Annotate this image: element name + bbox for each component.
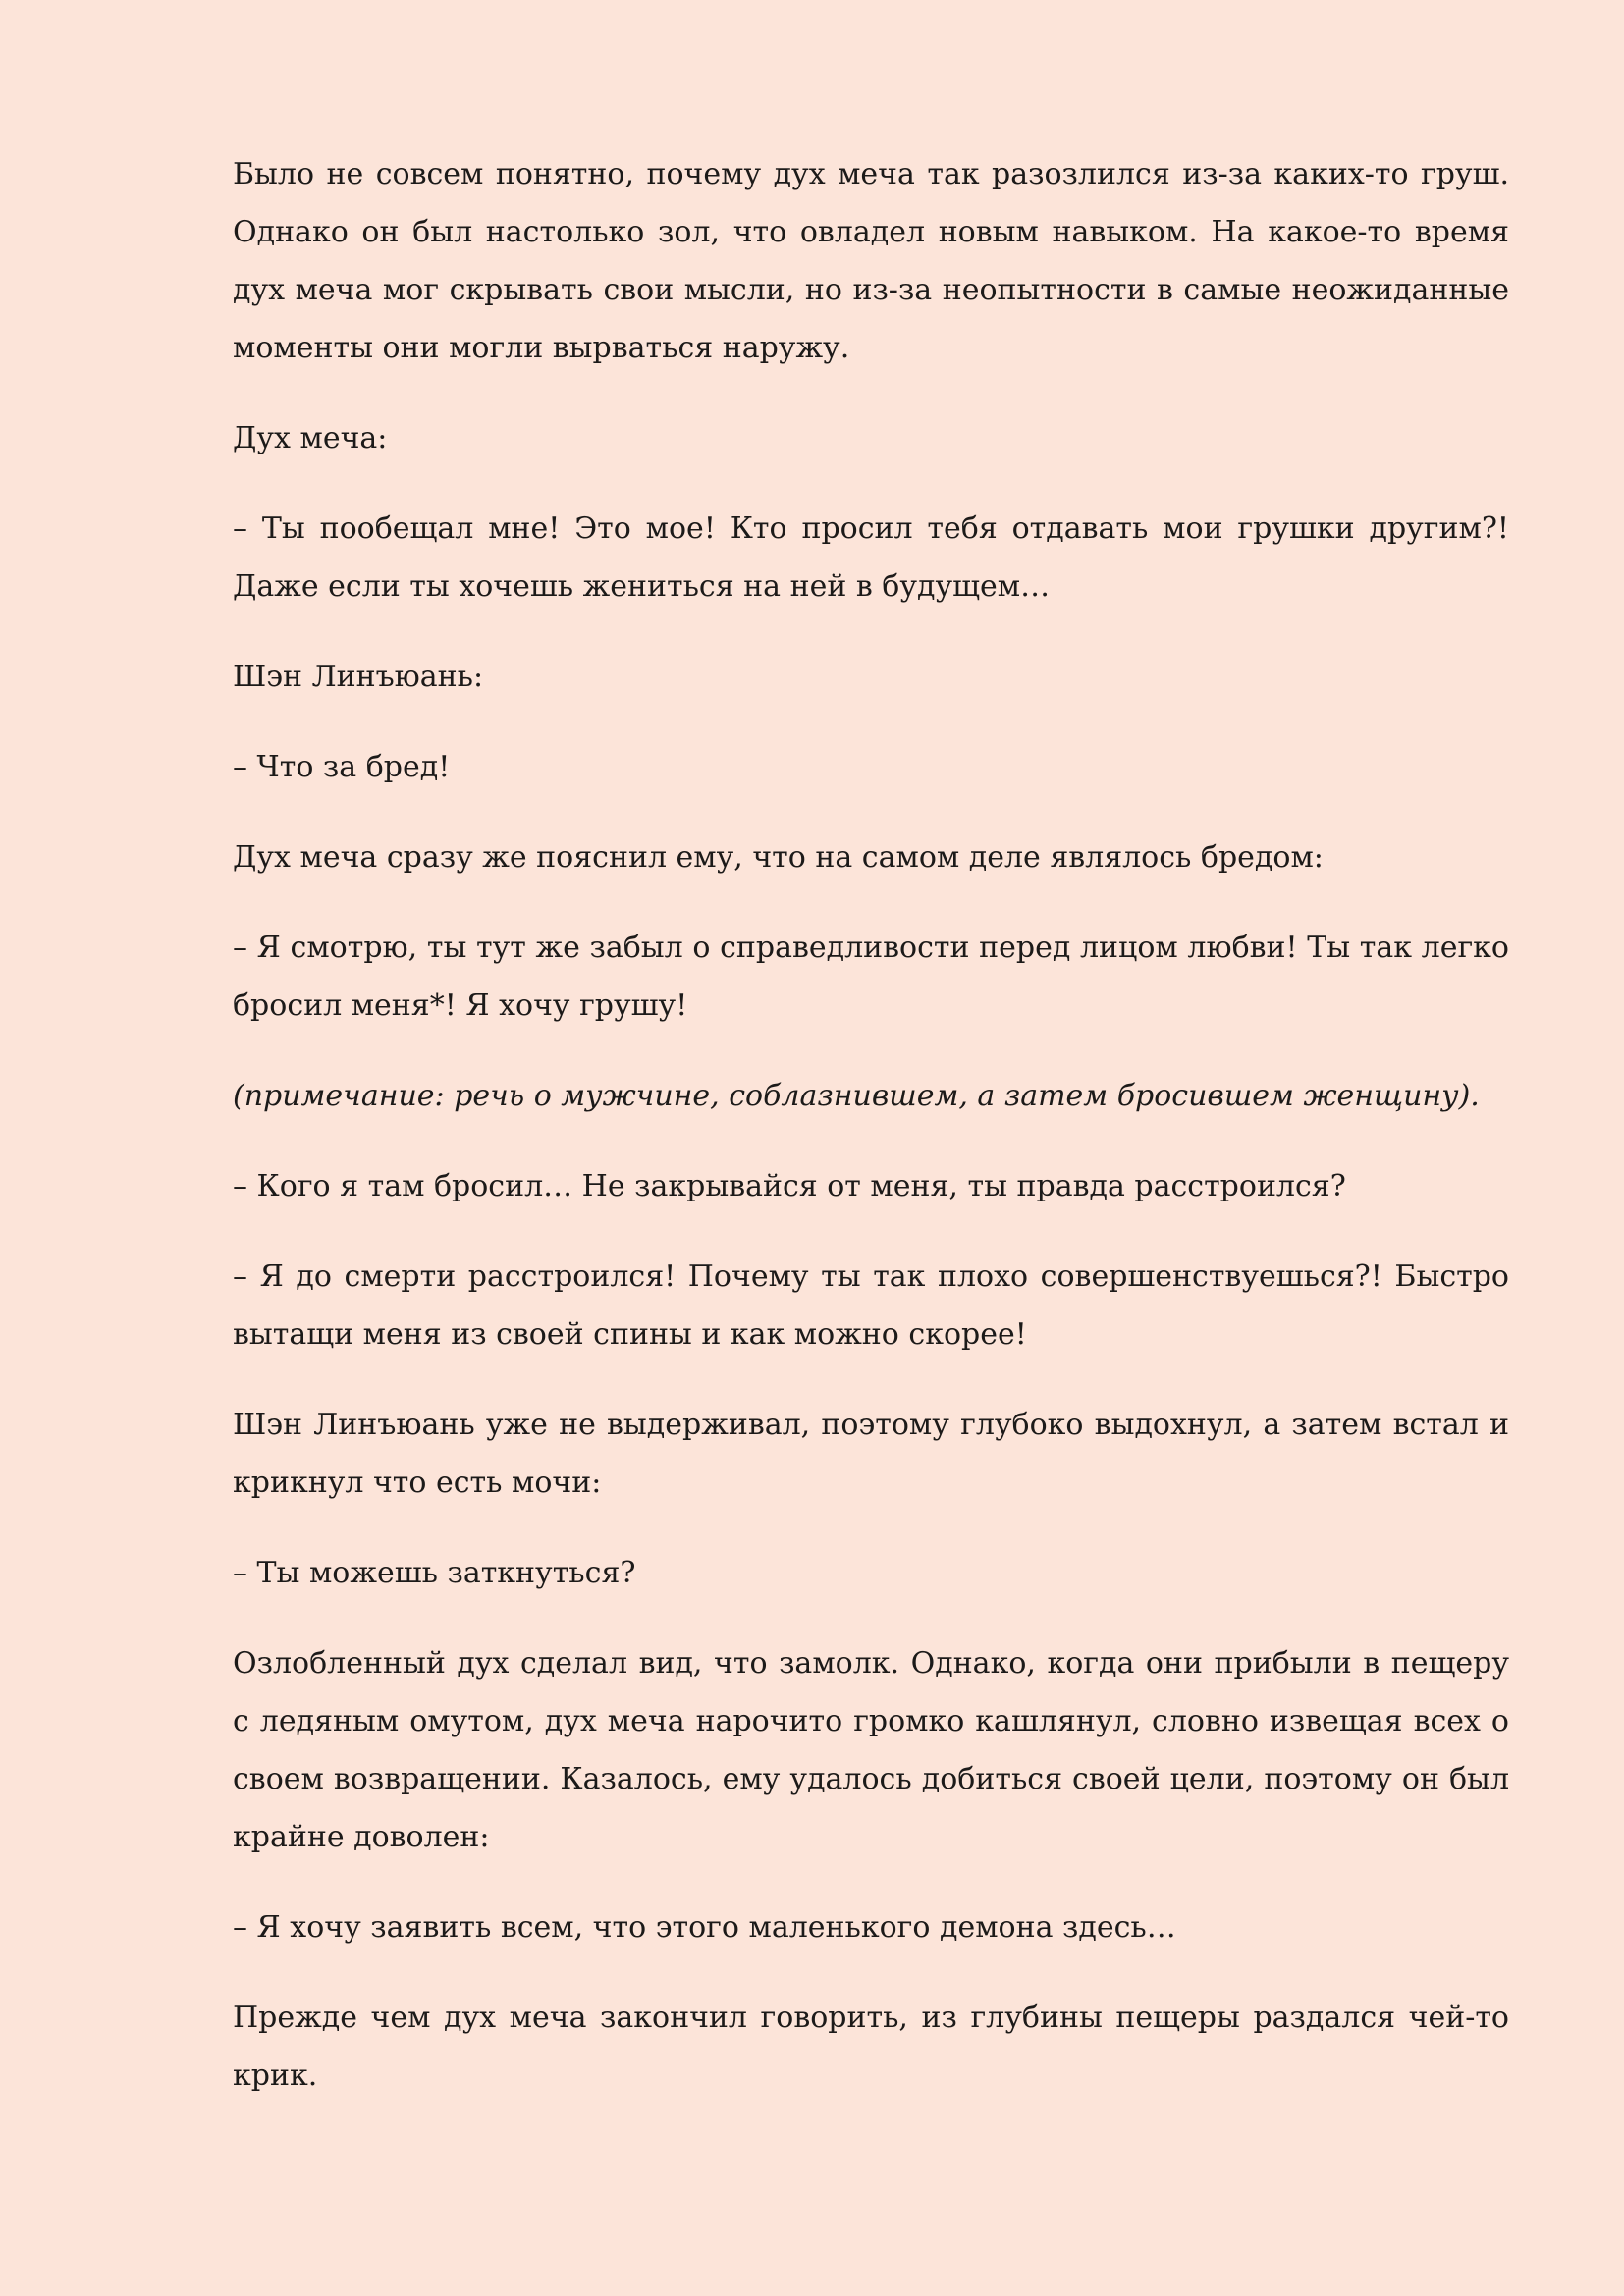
paragraph-12: – Ты можешь заткнуться? [233,1556,636,1590]
paragraph-9: – Кого я там бросил… Не закрывайся от меня, ты правда расстроился? [233,1169,1346,1203]
paragraph-6: Дух меча сразу же пояснил ему, что на самом деле являлось бредом: [233,840,1324,875]
document-body [233,145,1509,2105]
footnote-paragraph: (примечание: речь о мужчине, соблазнившем, а затем бросившем женщину). [233,1079,1480,1113]
paragraph-2: Дух меча: [233,421,388,455]
paragraph-1: Было не совсем понятно, почему дух меча так разозлился из-за каких-то груш. Однако он был настолько зол, что овладел новым навыком. На какое-то время дух меча мог скрывать свои мысли, но из-за неопытности в самые неожиданные моменты они могли вырваться наружу. [233,157,1509,365]
paragraph-5: – Что за бред! [233,750,451,784]
paragraph-7: – Я смотрю, ты тут же забыл о справедливости перед лицом любви! Ты так легко бросил меня*! Я хочу грушу! [233,931,1509,1023]
paragraph-10: – Я до смерти расстроился! Почему ты так плохо совершенствуешься?! Быстро вытащи меня из своей спины и как можно скорее! [233,1259,1509,1352]
paragraph-13: Озлобленный дух сделал вид, что замолк. Однако, когда они прибыли в пещеру с ледяным омутом, дух меча нарочито громко кашлянул, словно извещая всех о своем возвращении. Казалось, ему удалось добиться своей цели, поэтому он был крайне доволен: [233,1646,1509,1854]
paragraph-14: – Я хочу заявить всем, что этого маленького демона здесь… [233,1910,1176,1945]
paragraph-11: Шэн Линъюань уже не выдерживал, поэтому глубоко выдохнул, а затем встал и крикнул что есть мочи: [233,1408,1509,1500]
paragraph-4: Шэн Линъюань: [233,660,484,694]
paragraph-3: – Ты пообещал мне! Это мое! Кто просил тебя отдавать мои грушки другим?! Даже если ты хочешь жениться на ней в будущем… [233,511,1509,604]
paragraph-15: Прежде чем дух меча закончил говорить, из глубины пещеры раздался чей-то крик. [233,2001,1509,2093]
